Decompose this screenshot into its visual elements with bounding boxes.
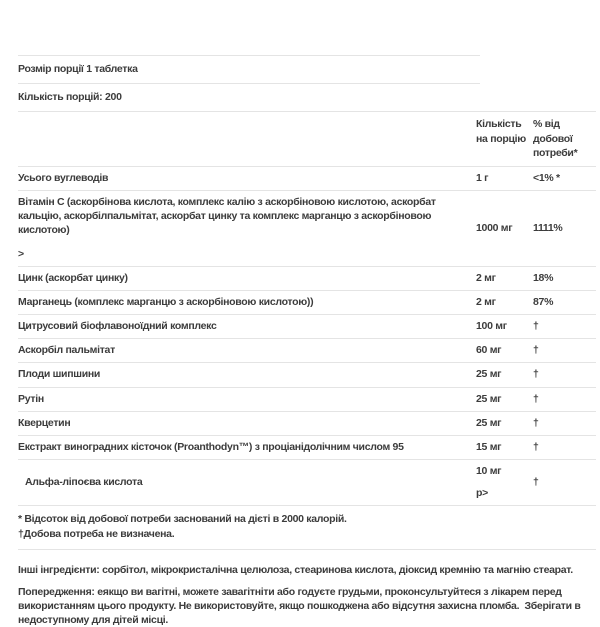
- row-amount: 2 мг: [476, 295, 496, 308]
- serving-size-row: [18, 55, 480, 83]
- row-dv: †: [533, 392, 539, 405]
- facts-table: [18, 111, 596, 549]
- row-label: Аскорбіл пальмітат: [18, 344, 115, 357]
- bottom-info: [18, 563, 596, 627]
- header-dv: % від добової потреби*: [533, 118, 578, 159]
- row-amount: 25 мг: [476, 392, 502, 405]
- serving-meta: [18, 55, 480, 111]
- warning-text: Попередження: еякщо ви вагітні, можете завагітніти або годуєте грудьми, проконсультуйтеся з лікарем перед використанням цього продукту. Не використовуйте, якщо пошкоджена або відсутня захисна пломба. Зберігати в недоступному для дітей місці.: [18, 585, 584, 627]
- row-amount: 100 мг: [476, 320, 507, 333]
- footnote-not-established: †Добова потреба не визначена.: [18, 527, 175, 540]
- other-ingredients-text: Інші інгредієнти: сорбітол, мікрокристалічна целюлоза, стеаринова кислота, діоксид кремнію та магнію стеарат.: [18, 563, 573, 576]
- footnote-daily-value: * Відсоток від добової потреби заснований на дієті в 2000 калорій.: [18, 513, 347, 526]
- row-label: Екстракт виноградних кісточок (Proanthodyn™) з проціанідолічним числом 95: [18, 440, 404, 453]
- row-dv: †: [533, 320, 539, 333]
- row-label-text: Вітамін C (аскорбінова кислота, комплекс калію з аскорбіновою кислотою, аскорбат кальцію, аскорбілпальмітат, аскорбат цинку та комплекс марганцю з аскорбіновою кислотою): [18, 196, 436, 237]
- row-dv: †: [533, 368, 539, 381]
- table-row: [18, 166, 596, 190]
- row-amount: 25 мг: [476, 416, 502, 429]
- table-row: [18, 266, 596, 290]
- row-label: Рутін: [18, 392, 44, 405]
- row-label: Марганець (комплекс марганцю з аскорбіновою кислотою)): [18, 295, 314, 308]
- row-label: Кверцетин: [18, 416, 71, 429]
- table-row: [18, 190, 596, 266]
- row-dv: †: [533, 416, 539, 429]
- row-dv: 1111%: [533, 221, 563, 234]
- table-row: [18, 314, 596, 338]
- row-label: Усього вуглеводів: [18, 171, 109, 184]
- supplement-facts-panel: [18, 0, 596, 627]
- table-row: [18, 362, 596, 386]
- facts-header-row: [18, 111, 596, 166]
- footnotes: [18, 505, 596, 549]
- row-amount: 1 г: [476, 171, 489, 184]
- row-dv: 18%: [533, 271, 554, 284]
- row-label: [18, 195, 476, 261]
- row-amount: 25 мг: [476, 368, 502, 381]
- table-row: [18, 338, 596, 362]
- row-amount: 1000 мг: [476, 221, 513, 234]
- row-dv: †: [533, 344, 539, 357]
- header-amount: Кількість на порцію: [476, 118, 526, 145]
- row-label: Цитрусовий біофлавоноїдний комплекс: [18, 320, 217, 333]
- table-row: [18, 290, 596, 314]
- row-dv: 87%: [533, 295, 554, 308]
- row-label: Альфа-ліпоєва кислота: [25, 476, 143, 489]
- table-row: [18, 387, 596, 411]
- table-row: [18, 435, 596, 459]
- servings-count-text: Кількість порцій: 200: [18, 91, 122, 104]
- servings-count-row: [18, 83, 480, 111]
- row-amount-text: 10 мг: [476, 465, 502, 478]
- table-row: [18, 411, 596, 435]
- row-label-extra: >: [18, 247, 24, 260]
- row-amount-extra: p>: [476, 487, 488, 500]
- row-amount: 15 мг: [476, 440, 502, 453]
- row-amount: 60 мг: [476, 344, 502, 357]
- row-dv: †: [533, 440, 539, 453]
- serving-size-text: Розмір порції 1 таблетка: [18, 63, 138, 75]
- row-dv: †: [533, 476, 539, 489]
- table-row: [18, 459, 596, 505]
- row-dv: <1% *: [533, 171, 560, 184]
- row-amount: 2 мг: [476, 271, 496, 284]
- row-label: Цинк (аскорбат цинку): [18, 271, 128, 284]
- row-amount: [476, 464, 533, 500]
- row-label: Плоди шипшини: [18, 368, 101, 381]
